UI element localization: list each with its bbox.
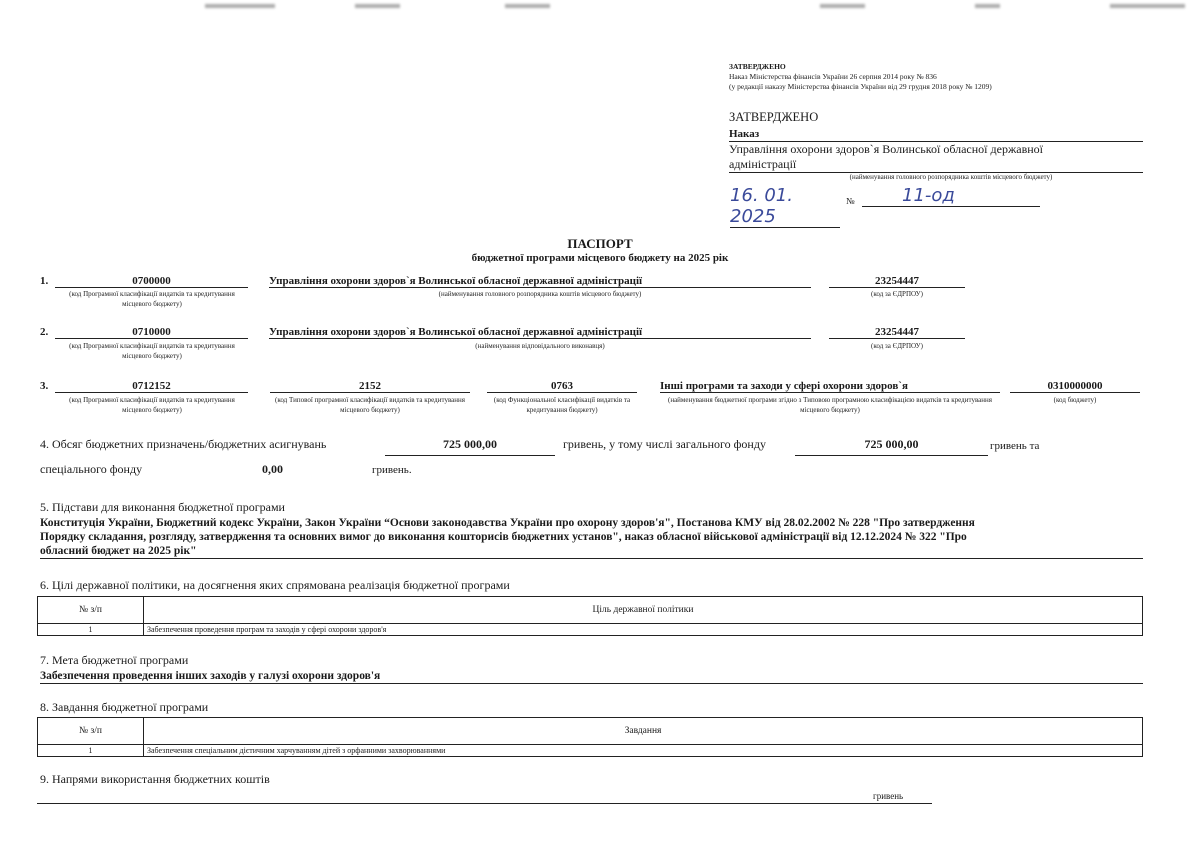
- row3-program-code-caption: (код Програмної класифікації видатків та кредитування місцевого бюджету): [69, 396, 235, 414]
- section8-row-num: 1: [38, 745, 144, 757]
- row1-manager-name: Управління охорони здоров`я Волинської обласної державної адміністрації: [269, 275, 811, 288]
- row2-edrpou-caption: (код за ЄДРПОУ): [871, 342, 923, 350]
- section8-tasks-table: [37, 717, 1143, 757]
- row3-program-caption: (найменування бюджетної програми згідно з Типовою програмною класифікацією видатків та кредитування місцевого бюджету): [668, 396, 992, 414]
- section4-general-fund-amount: 725 000,00: [795, 437, 988, 456]
- approval-organization-line1: Управління охорони здоров`я Волинської обласної державної: [729, 142, 1043, 156]
- row2-edrpou: 23254447: [829, 326, 965, 339]
- approval-small-line2: (у редакції наказу Міністерства фінансів України від 29 грудня 2018 року № 1209): [729, 82, 992, 91]
- section6-col-goal: Ціль державної політики: [144, 597, 1143, 624]
- row1-manager-caption: (найменування головного розпорядника коштів місцевого бюджету): [438, 290, 642, 298]
- row1-edrpou-caption: (код за ЄДРПОУ): [871, 290, 923, 298]
- approval-organization-line2: адміністрації: [729, 157, 797, 171]
- approval-organization-caption: (найменування головного розпорядника коштів місцевого бюджету): [849, 173, 1053, 181]
- scan-artifact: [975, 4, 1000, 8]
- row2-number: 2.: [40, 326, 49, 338]
- page-subtitle: бюджетної програми місцевого бюджету на 2025 рік: [471, 252, 729, 264]
- section5-basis-line1: Конституція України, Бюджетний кодекс України, Закон України “Основи законодавства України про охорону здоров'я", Постанова КМУ від 28.02.2002 № 228 "Про затвердження: [40, 517, 975, 529]
- row3-program-code: 0712152: [55, 380, 248, 393]
- section4-label: 4. Обсяг бюджетних призначень/бюджетних асигнувань: [40, 437, 327, 451]
- section5-basis-line3: обласний бюджет на 2025 рік": [40, 545, 197, 557]
- row1-program-code-caption: (код Програмної класифікації видатків та кредитування місцевого бюджету): [69, 290, 235, 308]
- section8-table-header: [38, 718, 1143, 745]
- section4-special-label: спеціального фонду: [40, 462, 143, 476]
- section6-row-num: 1: [38, 624, 144, 636]
- section4-mid-text: гривень, у тому числі загального фонду: [563, 437, 766, 451]
- scan-artifact: [505, 4, 550, 8]
- approval-block: [729, 110, 1143, 183]
- section9-unit: гривень: [873, 791, 904, 801]
- scan-artifact: [1110, 4, 1185, 8]
- section9-label: 9. Напрями використання бюджетних коштів: [40, 772, 270, 786]
- row2-program-code: 0710000: [55, 326, 248, 339]
- row1-program-code: 0700000: [55, 275, 248, 288]
- section8-label: 8. Завдання бюджетної програми: [40, 700, 209, 714]
- approval-order-label: Наказ: [729, 127, 1143, 142]
- section4-total-amount: 725 000,00: [385, 437, 555, 456]
- section7-goal-text: Забезпечення проведення інших заходів у галузі охорони здоров'я: [40, 669, 1143, 684]
- section6-goals-table: [37, 596, 1143, 636]
- approval-small-line1: Наказ Міністерства фінансів України 26 серпня 2014 року № 836: [729, 72, 937, 81]
- approval-stamp-small: [729, 62, 1109, 92]
- approval-date: 16. 01. 2025: [730, 185, 840, 228]
- row3-typical-caption: (код Типової програмної класифікації видатків та кредитування місцевого бюджету): [275, 396, 465, 414]
- scan-artifact: [205, 4, 275, 8]
- row2-executor-name: Управління охорони здоров`я Волинської обласної державної адміністрації: [269, 326, 811, 339]
- row3-typical-code: 2152: [270, 380, 470, 393]
- section5-basis-line2: Порядку складання, розгляду, затвердження та основних вимог до виконання кошторисів бюджетних установ", наказ обласної військової адміністрації від 12.12.2024 № 322 "Про: [40, 531, 967, 543]
- section8-col-num: № з/п: [38, 718, 144, 745]
- row3-budget-caption: (код бюджету): [1053, 396, 1097, 404]
- section5-label: 5. Підстави для виконання бюджетної програми: [40, 500, 285, 514]
- section5-basis: [40, 516, 1143, 559]
- approval-organization: [729, 142, 1143, 173]
- approval-number: 11-од: [862, 185, 1040, 207]
- row3-functional-code: 0763: [487, 380, 637, 393]
- section4-special-end: гривень.: [372, 464, 412, 476]
- approval-number-label: №: [846, 196, 855, 206]
- table-row: [38, 745, 1143, 757]
- row1-number: 1.: [40, 275, 49, 287]
- section8-row-text: Забезпечення спеціальним дієтичним харчуванням дітей з орфанними захворюваннями: [144, 745, 1143, 757]
- row1-edrpou: 23254447: [829, 275, 965, 288]
- section6-label: 6. Цілі державної політики, на досягнення яких спрямована реалізація бюджетної програми: [40, 578, 510, 592]
- row3-functional-caption: (код Функціональної класифікації видатків та кредитування бюджету): [493, 396, 631, 414]
- section4-end-text: гривень та: [990, 440, 1040, 452]
- row3-program-name: Інші програми та заходи у сфері охорони здоров`я: [660, 380, 1000, 393]
- section6-table-header: [38, 597, 1143, 624]
- section8-col-task: Завдання: [144, 718, 1143, 745]
- row3-number: 3.: [40, 380, 49, 392]
- section4-special-fund-amount: 0,00: [262, 462, 283, 476]
- section7-label: 7. Мета бюджетної програми: [40, 653, 189, 667]
- section6-row-text: Забезпечення проведення програм та заходів у сфері охорони здоров'я: [144, 624, 1143, 636]
- approval-small-title: ЗАТВЕРДЖЕНО: [729, 62, 786, 71]
- approval-title: ЗАТВЕРДЖЕНО: [729, 110, 819, 124]
- row2-executor-caption: (найменування відповідального виконавця): [475, 342, 605, 350]
- row3-budget-code: 0310000000: [1010, 380, 1140, 393]
- table-row: [38, 624, 1143, 636]
- page-title: ПАСПОРТ: [567, 236, 633, 251]
- row2-program-code-caption: (код Програмної класифікації видатків та кредитування місцевого бюджету): [69, 342, 235, 360]
- section9-divider: [37, 803, 932, 804]
- scan-artifact: [820, 4, 865, 8]
- section6-col-num: № з/п: [38, 597, 144, 624]
- scan-artifact: [355, 4, 400, 8]
